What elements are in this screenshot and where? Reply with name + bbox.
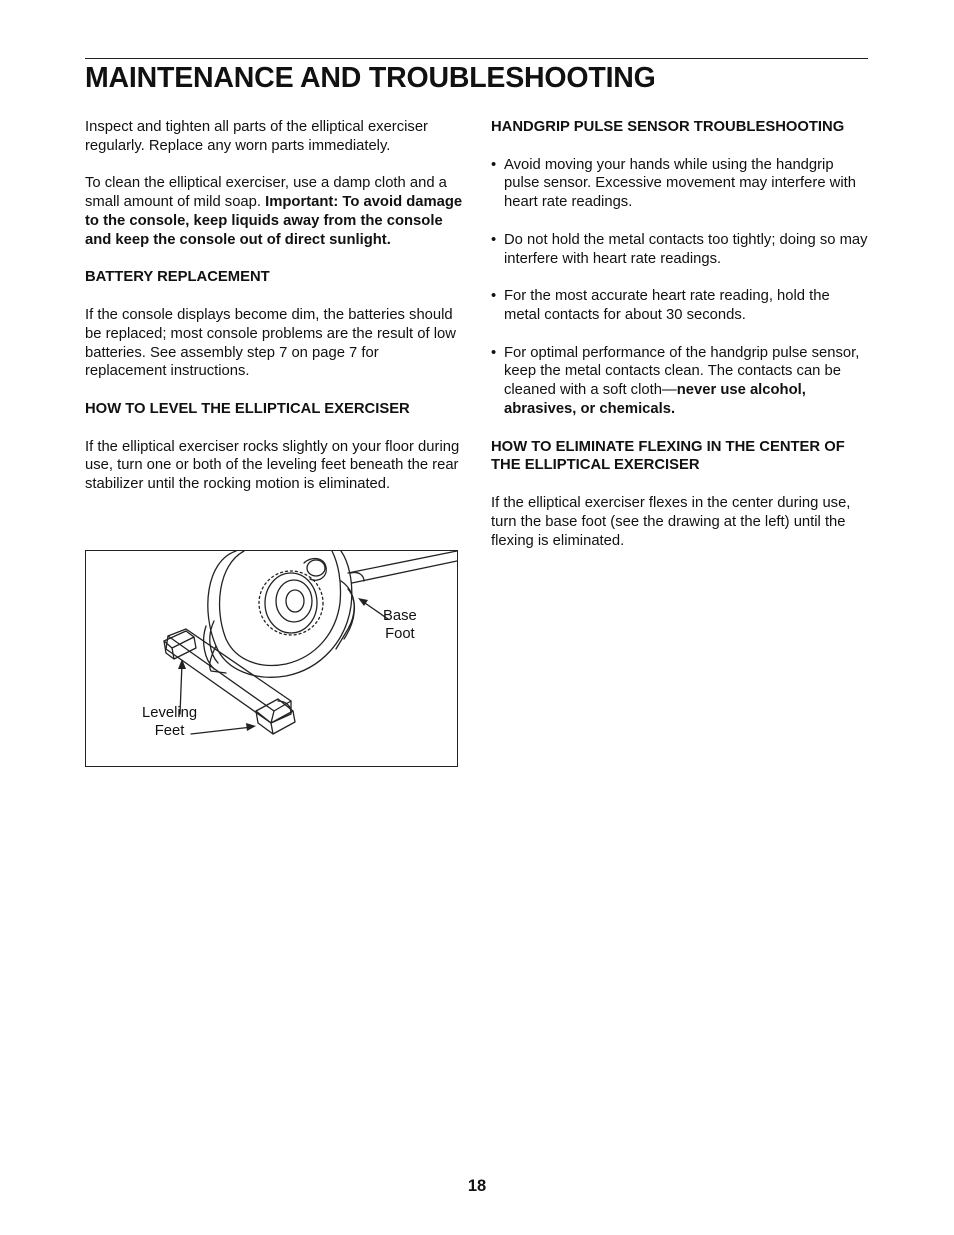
bullet-text: For the most accurate heart rate reading, hold the metal contacts for about 30 seconds. — [504, 288, 830, 323]
leveling-feet-label-line1: Leveling — [142, 705, 198, 721]
base-foot-label — [383, 607, 417, 643]
bullet-warning-text: never use alcohol, abrasives, or chemicals. — [504, 382, 806, 417]
list-item — [491, 156, 869, 212]
pulse-tips-list — [491, 156, 869, 419]
flex-heading: HOW TO ELIMINATE FLEXING IN THE CENTER OF THE ELLIPTICAL EXERCISER — [491, 438, 845, 474]
bullet-icon: • — [491, 344, 497, 361]
bullet-text: Avoid moving your hands while using the handgrip pulse sensor. Excessive movement may interfere with heart rate readings. — [504, 156, 856, 211]
leveling-foot-left — [164, 631, 194, 648]
leveling-feet-label — [142, 704, 197, 740]
right-column — [491, 118, 869, 569]
cleaning-text: To clean the elliptical exerciser, use a damp cloth and a small amount of mild soap. — [85, 175, 447, 211]
level-heading: HOW TO LEVEL THE ELLIPTICAL EXERCISER — [85, 400, 410, 417]
bullet-text: Do not hold the metal contacts too tightly; doing so may interfere with heart rate readings. — [504, 231, 868, 267]
bullet-icon: • — [491, 288, 497, 305]
list-item — [491, 344, 869, 419]
list-item — [491, 287, 869, 325]
bullet-icon: • — [491, 231, 497, 248]
flywheel-hub — [265, 573, 317, 633]
list-item — [491, 231, 869, 269]
leveling-feet-label-line2: Feet — [154, 723, 185, 739]
header-rule — [85, 58, 868, 59]
battery-paragraph: If the console displays become dim, the batteries should be replaced; most console problems are the result of low batteries. See assembly step 7 on page 7 for replacement instructions. — [85, 306, 456, 380]
elliptical-base-drawing — [85, 550, 458, 767]
cleaning-paragraph — [85, 174, 463, 249]
base-foot-label-line1: Base — [383, 608, 417, 624]
bullet-text: For optimal performance of the handgrip pulse sensor, keep the metal contacts clean. The contacts can be cleaned with a soft cloth— — [504, 344, 860, 399]
inspect-paragraph: Inspect and tighten all parts of the elliptical exerciser regularly. Replace any worn parts immediately. — [85, 119, 428, 154]
pulse-heading: HANDGRIP PULSE SENSOR TROUBLESHOOTING — [491, 119, 845, 135]
left-column — [85, 118, 463, 513]
level-paragraph: If the elliptical exerciser rocks slightly on your floor during use, turn one or both of the leveling feet beneath the rear stabilizer until the rocking motion is eliminated. — [85, 438, 460, 493]
frame-rail — [348, 551, 457, 573]
leveling-arrow-2 — [191, 727, 252, 734]
page-title: MAINTENANCE AND TROUBLESHOOTING — [85, 62, 656, 94]
page-number: 18 — [467, 1177, 487, 1195]
battery-heading: BATTERY REPLACEMENT — [85, 269, 270, 286]
base-foot-label-line2: Foot — [385, 626, 415, 642]
flex-paragraph: If the elliptical exerciser flexes in the center during use, turn the base foot (see the drawing at the left) until the flexing is eliminated. — [491, 494, 851, 549]
cleaning-important-text: Important: To avoid damage to the console, keep liquids away from the console and keep the console out of direct sunlight. — [85, 194, 463, 248]
bullet-icon: • — [491, 156, 497, 173]
